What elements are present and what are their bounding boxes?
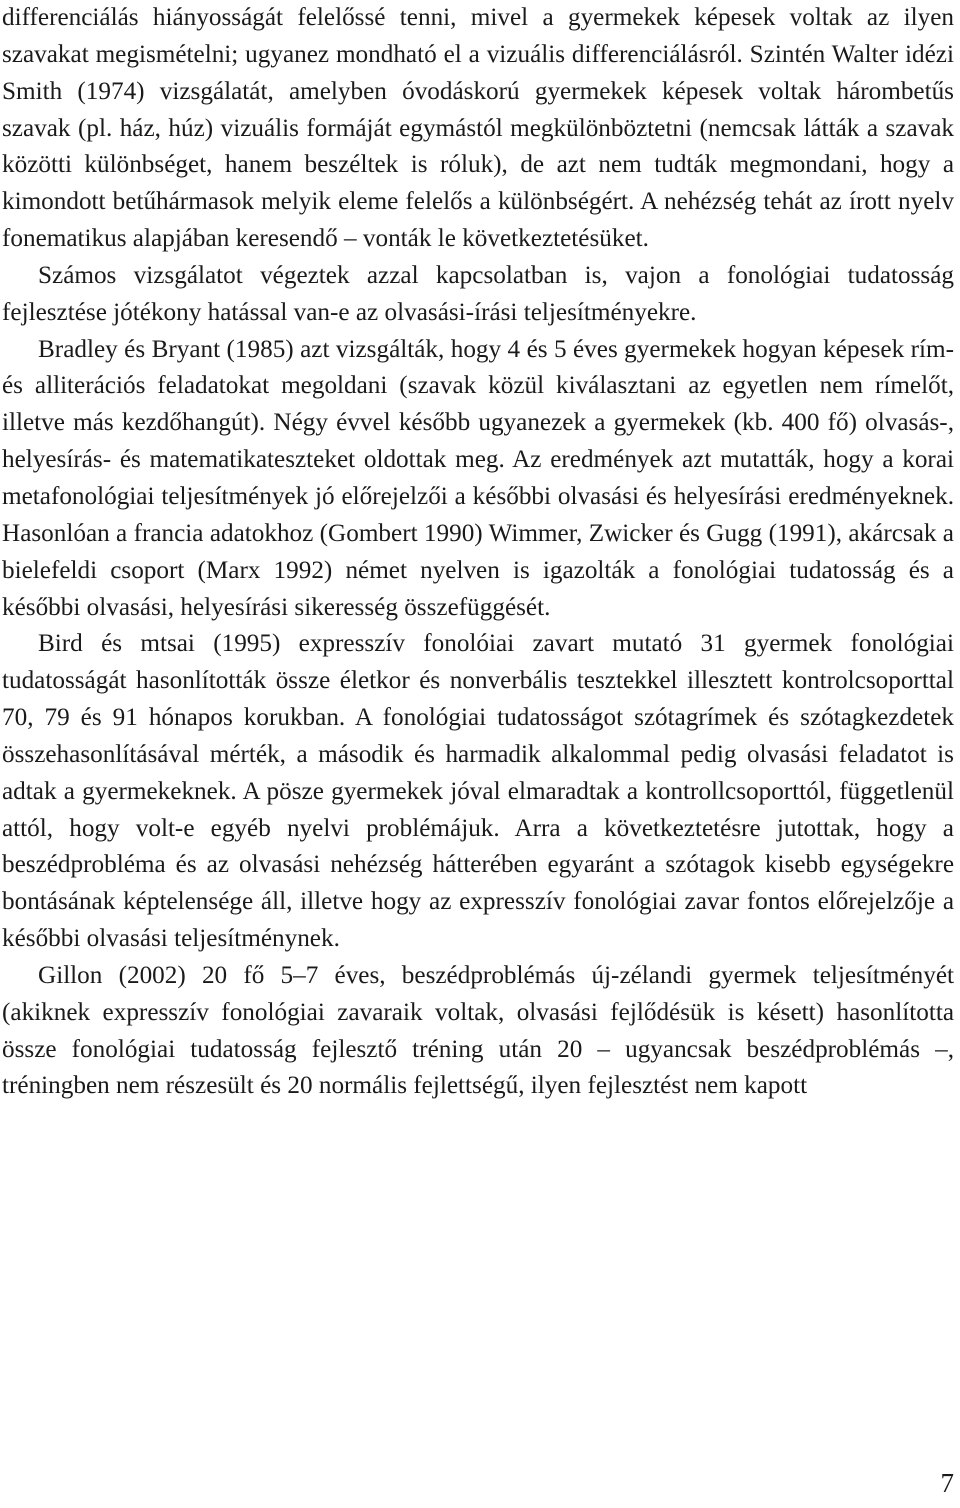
paragraph-gillon: Gillon (2002) 20 fő 5–7 éves, beszédproblémás új-zélandi gyermek teljesítményét (akiknek expresszív fonológiai zavaraik voltak, olvasási fejlődésük is késett) hasonlította össze fonológiai tudatosság fejlesztő tréning után 20 – ugyancsak beszédproblémás –, tréningben nem részesült és 20 normális fejlettségű, ilyen fejlesztést nem kapott [2,961,954,1100]
paragraph-bird-mtsai: Bird és mtsai (1995) expresszív fonolóiai zavart mutató 31 gyermek fonológiai tudatosságát hasonlították össze életkor és nonverbális tesztekkel illesztett kontrolcsoporttal 70, 79 és 91 hónapos korukban. A fonológiai tudatosságot szótagrímek és szótagkezdetek összehasonlításával mérték, a második és harmadik alkalommal pedig olvasási feladatot is adtak a gyermekeknek. A pösze gyermekek jóval elmaradtak a kontrollcsoporttól, függetlenül attól, hogy volt-e egyéb nyelvi problémájuk. Arra a következtetésre jutottak, hogy a beszédprobléma és az olvasási nehézség hátterében egyaránt a szótagok kisebb egységekre bontásának képtelensége áll, illetve hogy az expresszív fonológiai zavar fontos előrejelzője a későbbi olvasási teljesítménynek. [2,630,954,953]
paragraph-continuation: differenciálás hiányosságát felelőssé tenni, mivel a gyermekek képesek voltak az ilyen szavakat megismételni; ugyanez mondható el a vizuális differenciálásról. Szintén Walter idézi Smith (1974) vizsgálatát, amelyben óvodáskorú gyermekek képesek voltak hárombetűs szavak (pl. ház, húz) vizuális formáját egymástól megkülönböztetni (nemcsak látták a szavak közötti különbséget, hanem beszéltek is róluk), de azt nem tudták megmondani, hogy a kimondott betűhármasok melyik eleme felelős a különbségért. A nehézség tehát az írott nyelv fonematikus alapjában keresendő – vonták le következtetésüket. [2,4,954,253]
paragraph-fonologiai-tudatossag: Számos vizsgálatot végeztek azzal kapcsolatban is, vajon a fonológiai tudatosság fejlesztése jótékony hatással van-e az olvasási-írási teljesítményekre. [2,261,954,326]
page-number: 7 [940,1468,954,1498]
document-page [2,0,954,1105]
paragraph-bradley-bryant: Bradley és Bryant (1985) azt vizsgálták, hogy 4 és 5 éves gyermekek hogyan képesek rím- és alliterációs feladatokat megoldani (szavak közül kiválasztani az egyetlen nem rímelőt, illetve más kezdőhangút). Négy évvel később ugyanezek a gyermekek (kb. 400 fő) olvasás-, helyesírás- és matematikateszteket oldottak meg. Az eredmények azt mutatták, hogy a korai metafonológiai teljesítmények jó előrejelzői a későbbi olvasási és helyesírási eredményeknek. Hasonlóan a francia adatokhoz (Gombert 1990) Wimmer, Zwicker és Gugg (1991), akárcsak a bielefeldi csoport (Marx 1992) német nyelven is igazolták a fonológiai tudatosság és a későbbi olvasási, helyesírási sikeresség összefüggését. [2,335,954,621]
